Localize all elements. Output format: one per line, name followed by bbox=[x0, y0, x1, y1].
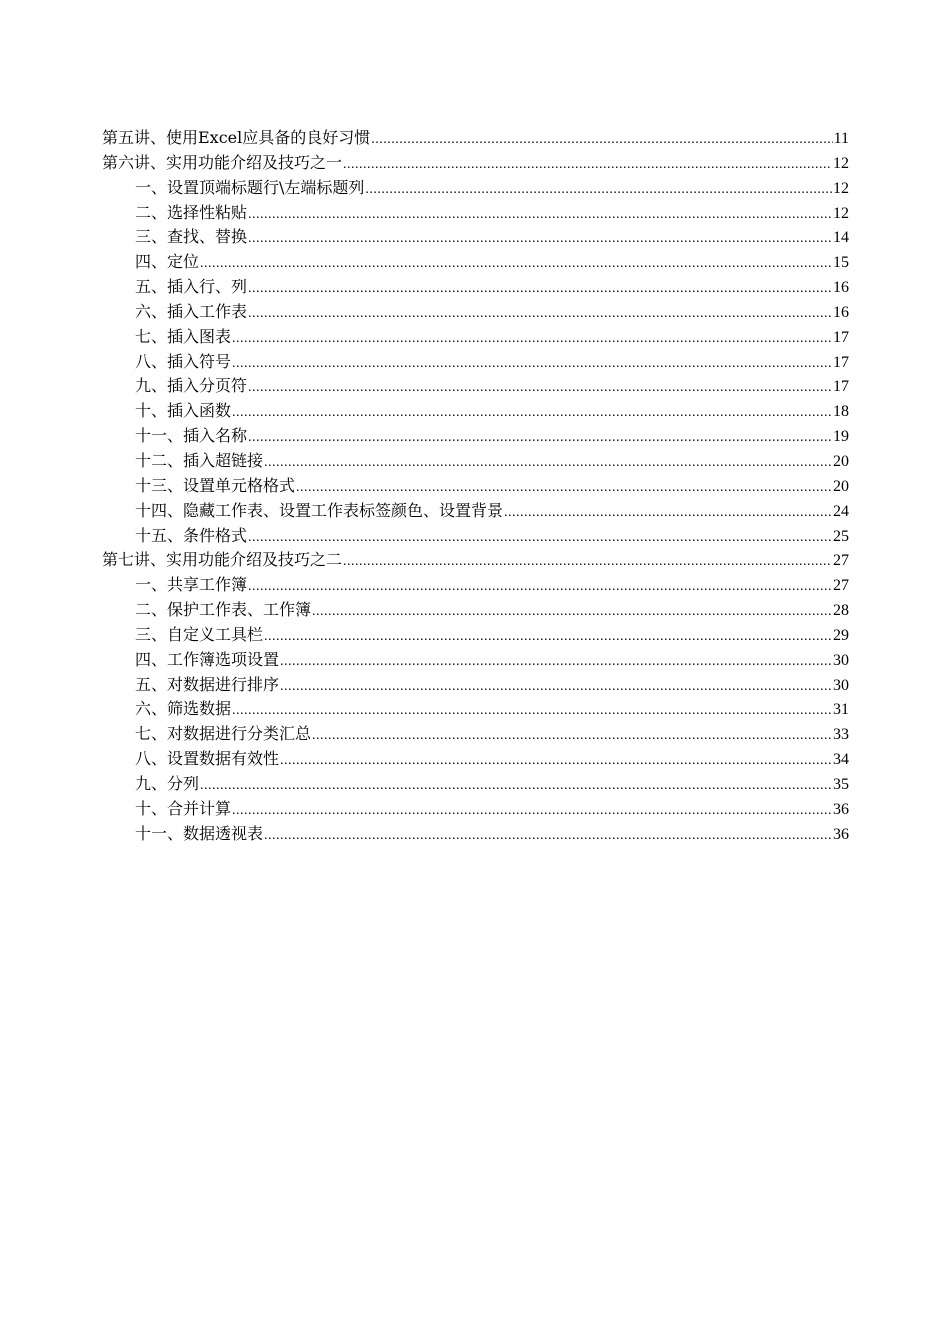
toc-section-entry[interactable] bbox=[102, 201, 849, 226]
toc-section-entry[interactable] bbox=[102, 648, 849, 673]
toc-section-entry[interactable] bbox=[102, 350, 849, 375]
toc-entry-title: 六、插入工作表 bbox=[135, 301, 248, 321]
toc-page-number: 16 bbox=[833, 303, 849, 321]
toc-page-number: 34 bbox=[833, 751, 849, 769]
toc-section-entry[interactable] bbox=[102, 374, 849, 399]
toc-section-entry[interactable] bbox=[102, 176, 849, 201]
toc-entry-title: 六、筛选数据 bbox=[135, 699, 232, 719]
table-of-contents bbox=[102, 126, 849, 846]
toc-page-number: 12 bbox=[833, 204, 849, 222]
toc-entry-title: 第七讲、实用功能介绍及技巧之二 bbox=[102, 550, 343, 570]
toc-dot-leader bbox=[200, 774, 832, 799]
toc-section-entry[interactable] bbox=[102, 300, 849, 325]
toc-entry-title: 四、工作簿选项设置 bbox=[135, 649, 280, 669]
toc-section-entry[interactable] bbox=[102, 524, 849, 549]
toc-dot-leader bbox=[232, 401, 832, 426]
toc-section-entry[interactable] bbox=[102, 722, 849, 747]
toc-page-number: 36 bbox=[833, 825, 849, 843]
toc-section-entry[interactable] bbox=[102, 697, 849, 722]
toc-page-number: 14 bbox=[833, 229, 849, 247]
toc-entry-title: 十一、插入名称 bbox=[135, 426, 248, 446]
toc-section-entry[interactable] bbox=[102, 623, 849, 648]
toc-page-number: 28 bbox=[833, 602, 849, 620]
toc-dot-leader bbox=[264, 625, 832, 650]
toc-section-entry[interactable] bbox=[102, 822, 849, 847]
toc-section-entry[interactable] bbox=[102, 673, 849, 698]
toc-chapter-entry[interactable] bbox=[102, 126, 849, 151]
toc-section-entry[interactable] bbox=[102, 399, 849, 424]
toc-entry-title: 四、定位 bbox=[135, 252, 200, 272]
toc-dot-leader bbox=[232, 699, 832, 724]
toc-chapter-entry[interactable] bbox=[102, 548, 849, 573]
toc-dot-leader bbox=[248, 277, 832, 302]
toc-section-entry[interactable] bbox=[102, 598, 849, 623]
toc-entry-title: 二、保护工作表、工作簿 bbox=[135, 600, 312, 620]
toc-dot-leader bbox=[280, 749, 832, 774]
toc-dot-leader bbox=[504, 501, 832, 526]
toc-entry-title: 一、设置顶端标题行\左端标题列 bbox=[135, 177, 365, 197]
toc-page-number: 25 bbox=[833, 527, 849, 545]
toc-page-number: 15 bbox=[833, 254, 849, 272]
toc-page-number: 30 bbox=[833, 676, 849, 694]
toc-entry-title: 九、分列 bbox=[135, 773, 200, 793]
toc-page-number: 11 bbox=[833, 130, 849, 147]
toc-entry-title: 十三、设置单元格格式 bbox=[135, 475, 296, 495]
toc-dot-leader bbox=[248, 376, 832, 401]
toc-page-number: 29 bbox=[833, 626, 849, 644]
toc-page-number: 16 bbox=[833, 279, 849, 297]
toc-dot-leader bbox=[248, 526, 832, 551]
toc-section-entry[interactable] bbox=[102, 449, 849, 474]
toc-section-entry[interactable] bbox=[102, 747, 849, 772]
toc-dot-leader bbox=[232, 799, 832, 824]
toc-section-entry[interactable] bbox=[102, 573, 849, 598]
toc-dot-leader bbox=[248, 302, 832, 327]
toc-dot-leader bbox=[232, 352, 832, 377]
toc-section-entry[interactable] bbox=[102, 772, 849, 797]
toc-dot-leader bbox=[343, 550, 832, 575]
toc-dot-leader bbox=[264, 451, 832, 476]
toc-section-entry[interactable] bbox=[102, 225, 849, 250]
toc-page-number: 18 bbox=[833, 403, 849, 421]
toc-page-number: 36 bbox=[833, 800, 849, 818]
toc-page-number: 12 bbox=[833, 179, 849, 197]
toc-entry-title: 十四、隐藏工作表、设置工作表标签颜色、设置背景 bbox=[135, 500, 504, 520]
toc-entry-title: 七、对数据进行分类汇总 bbox=[135, 724, 312, 744]
toc-entry-title: 七、插入图表 bbox=[135, 326, 232, 346]
toc-page-number: 33 bbox=[833, 726, 849, 744]
toc-page-number: 17 bbox=[833, 353, 849, 371]
toc-entry-title: 二、选择性粘贴 bbox=[135, 202, 248, 222]
toc-section-entry[interactable] bbox=[102, 424, 849, 449]
toc-page-number: 17 bbox=[833, 378, 849, 396]
toc-dot-leader bbox=[248, 426, 832, 451]
toc-entry-title: 十、合并计算 bbox=[135, 798, 232, 818]
toc-page-number: 31 bbox=[833, 701, 849, 719]
toc-entry-title: 五、对数据进行排序 bbox=[135, 674, 280, 694]
toc-entry-title: 十五、条件格式 bbox=[135, 525, 248, 545]
toc-entry-title: 三、查找、替换 bbox=[135, 227, 248, 247]
toc-dot-leader bbox=[312, 600, 832, 625]
toc-entry-title: 八、设置数据有效性 bbox=[135, 749, 280, 769]
toc-dot-leader bbox=[371, 128, 832, 153]
toc-dot-leader bbox=[312, 724, 832, 749]
toc-entry-title: 八、插入符号 bbox=[135, 351, 232, 371]
toc-entry-title: 第六讲、实用功能介绍及技巧之一 bbox=[102, 152, 343, 172]
toc-entry-title: 十二、插入超链接 bbox=[135, 450, 264, 470]
toc-dot-leader bbox=[232, 327, 832, 352]
toc-page-number: 30 bbox=[833, 651, 849, 669]
toc-page-number: 20 bbox=[833, 452, 849, 470]
toc-dot-leader bbox=[296, 476, 832, 501]
toc-entry-title: 十、插入函数 bbox=[135, 401, 232, 421]
toc-dot-leader bbox=[365, 178, 832, 203]
toc-page-number: 20 bbox=[833, 477, 849, 495]
toc-dot-leader bbox=[248, 227, 832, 252]
toc-entry-title: 五、插入行、列 bbox=[135, 277, 248, 297]
toc-dot-leader bbox=[280, 650, 832, 675]
toc-entry-title: 第五讲、使用Excel应具备的良好习惯 bbox=[102, 128, 371, 147]
toc-entry-title: 九、插入分页符 bbox=[135, 376, 248, 396]
toc-page-number: 35 bbox=[833, 775, 849, 793]
toc-page-number: 24 bbox=[833, 502, 849, 520]
toc-dot-leader bbox=[280, 675, 832, 700]
toc-entry-title: 三、自定义工具栏 bbox=[135, 624, 264, 644]
toc-section-entry[interactable] bbox=[102, 499, 849, 524]
toc-dot-leader bbox=[248, 575, 832, 600]
toc-dot-leader bbox=[264, 824, 832, 849]
toc-page-number: 12 bbox=[833, 154, 849, 172]
toc-section-entry[interactable] bbox=[102, 250, 849, 275]
toc-page-number: 19 bbox=[833, 428, 849, 446]
toc-chapter-entry[interactable] bbox=[102, 151, 849, 176]
toc-section-entry[interactable] bbox=[102, 325, 849, 350]
toc-dot-leader bbox=[200, 252, 832, 277]
toc-entry-title: 一、共享工作簿 bbox=[135, 575, 248, 595]
toc-page-number: 17 bbox=[833, 328, 849, 346]
toc-page-number: 27 bbox=[833, 577, 849, 595]
toc-dot-leader bbox=[248, 203, 832, 228]
toc-section-entry[interactable] bbox=[102, 275, 849, 300]
toc-entry-title: 十一、数据透视表 bbox=[135, 823, 264, 843]
toc-page-number: 27 bbox=[833, 552, 849, 570]
toc-dot-leader bbox=[343, 153, 832, 178]
toc-section-entry[interactable] bbox=[102, 797, 849, 822]
toc-section-entry[interactable] bbox=[102, 474, 849, 499]
